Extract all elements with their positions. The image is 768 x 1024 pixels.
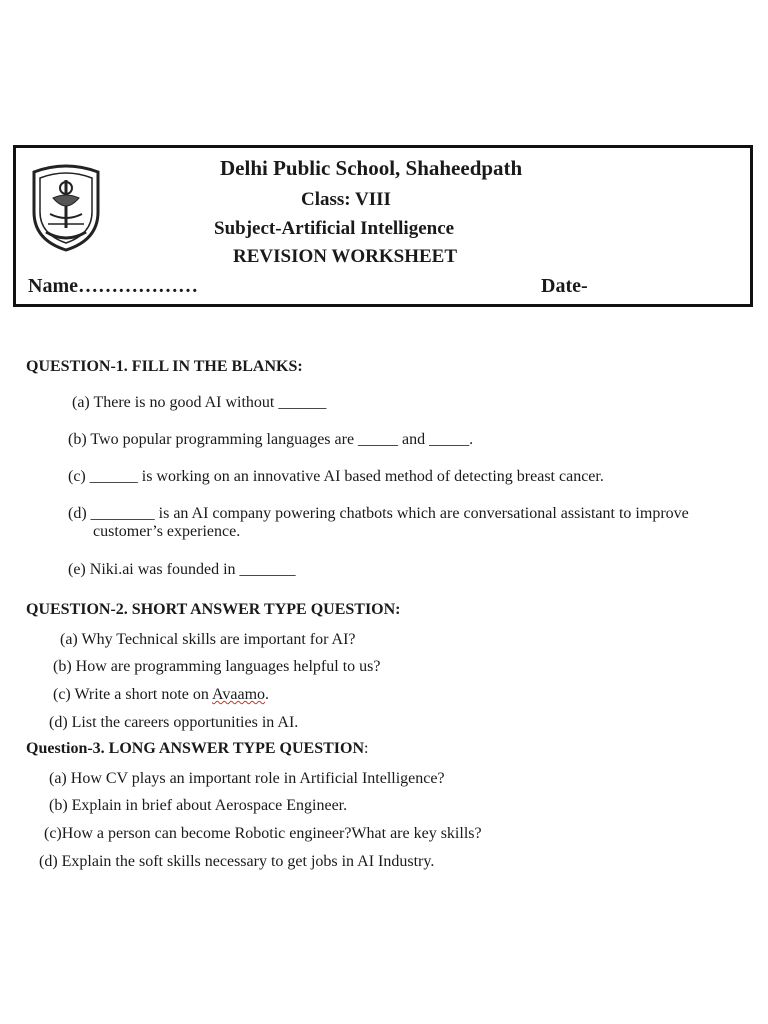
date-field[interactable]: Date- [541,275,588,297]
q1-item-a: (a) There is no good AI without ______ [72,394,327,411]
q3-heading-colon: : [364,740,369,757]
q2-item-b: (b) How are programming languages helpful to us? [53,658,381,675]
q3-heading-bold: Question-3. LONG ANSWER TYPE QUESTION [26,740,364,757]
q1-item-e: (e) Niki.ai was founded in _______ [68,561,296,578]
name-field[interactable]: Name……………… [28,275,198,297]
q3-item-c: (c)How a person can become Robotic engineer?What are key skills? [44,825,482,842]
q2-item-c-end: . [265,686,270,703]
q2-heading: QUESTION-2. SHORT ANSWER TYPE QUESTION: [26,601,401,618]
worksheet-header [13,145,753,307]
q1-item-d: (d) ________ is an AI company powering chatbots which are conversational assistant to improve [68,505,689,522]
school-name: Delhi Public School, Shaheedpath [220,156,523,180]
q2-item-c-text: (c) Write a short note on [53,686,213,703]
school-crest-icon [26,162,106,252]
q3-item-d: (d) Explain the soft skills necessary to get jobs in AI Industry. [39,853,435,870]
q1-item-c: (c) ______ is working on an innovative AI based method of detecting breast cancer. [68,468,604,485]
worksheet-title: REVISION WORKSHEET [233,246,458,267]
q1-item-d-cont: customer’s experience. [93,523,241,540]
q3-heading [26,740,368,758]
q2-item-a: (a) Why Technical skills are important for AI? [60,631,356,648]
q2-item-c [53,685,269,704]
q1-item-b: (b) Two popular programming languages are _____ and _____. [68,431,474,448]
class-label: Class: VIII [301,189,391,210]
q2-item-c-term: Avaamo [212,686,266,703]
q2-item-d: (d) List the careers opportunities in AI. [49,714,299,731]
subject-label: Subject-Artificial Intelligence [214,218,455,239]
q3-item-a: (a) How CV plays an important role in Artificial Intelligence? [49,770,445,787]
q1-heading: QUESTION-1. FILL IN THE BLANKS: [26,358,303,375]
q3-item-b: (b) Explain in brief about Aerospace Engineer. [49,797,348,814]
